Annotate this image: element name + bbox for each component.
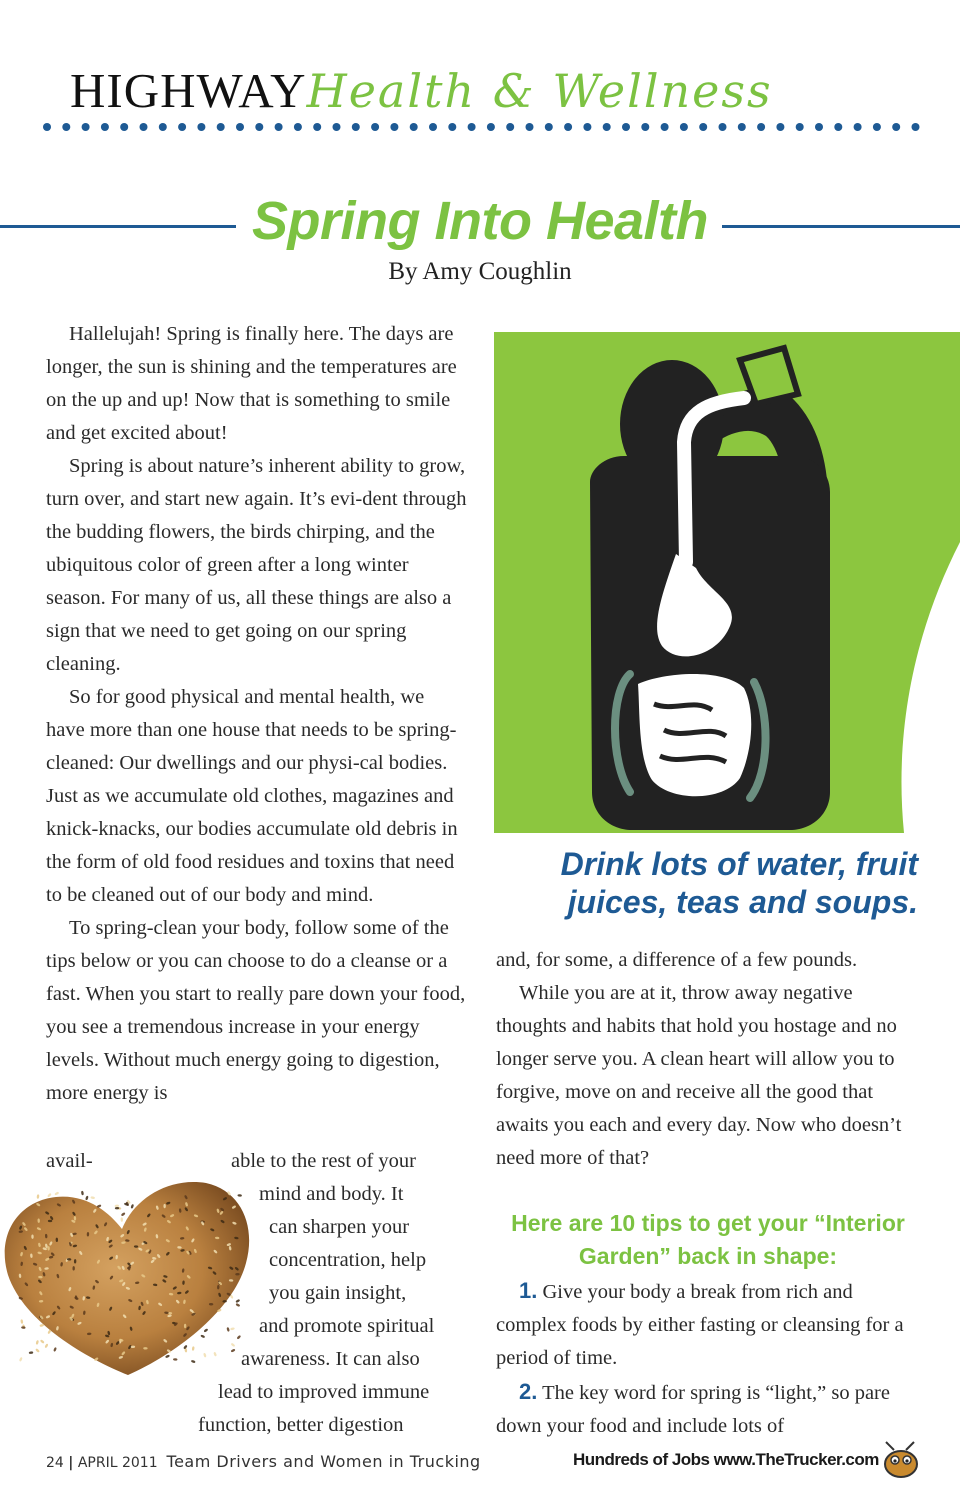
divider-dot — [680, 123, 688, 131]
divider-dot — [564, 123, 572, 131]
bread-seed — [163, 1204, 165, 1208]
divider-dot — [603, 123, 611, 131]
bread-seed — [231, 1349, 236, 1353]
divider-dot — [333, 123, 341, 131]
bug-mascot-icon — [880, 1440, 922, 1480]
wrap-line: concentration, help — [269, 1249, 427, 1271]
bread-seed — [213, 1352, 217, 1357]
divider-dot — [159, 123, 167, 131]
masthead-health-wellness: Health & Wellness — [306, 64, 773, 118]
bread-seed — [121, 1212, 126, 1217]
divider-dot — [834, 123, 842, 131]
footer-separator: | — [68, 1455, 74, 1471]
bread-seed — [203, 1353, 207, 1358]
divider-dot — [487, 123, 495, 131]
article-byline: By Amy Coughlin — [388, 258, 572, 285]
bread-seed — [130, 1204, 134, 1209]
divider-dot — [43, 123, 51, 131]
page-footer — [46, 1452, 481, 1471]
wrap-line: lead to improved immune — [218, 1381, 430, 1403]
divider-dot — [62, 123, 70, 131]
wrap-line: awareness. It can also — [241, 1348, 420, 1370]
tips-list — [496, 1274, 920, 1443]
bread-seed — [115, 1204, 120, 1207]
divider-dot — [313, 123, 321, 131]
bread-seed — [36, 1340, 40, 1345]
illustration-caption: Drink lots of water, fruit juices, teas and soups. — [560, 846, 918, 920]
divider-dot — [140, 123, 148, 131]
divider-dot — [429, 123, 437, 131]
tips-heading: Here are 10 tips to get your “Interior Garden” back in shape: — [511, 1210, 905, 1269]
wrap-line: can sharpen your — [269, 1216, 410, 1238]
bread-seed — [53, 1347, 57, 1352]
divider-dot — [912, 123, 920, 131]
divider-dot — [719, 123, 727, 131]
divider-dot — [738, 123, 746, 131]
bread-seed — [40, 1339, 45, 1344]
bread-seed — [85, 1196, 89, 1201]
page-number: 24 — [46, 1455, 64, 1471]
bread-seed — [165, 1354, 170, 1358]
bread-seed — [184, 1324, 186, 1328]
divider-dot — [622, 123, 630, 131]
tip-item — [496, 1375, 920, 1443]
publication-name: Team Drivers and Women in Trucking — [166, 1452, 481, 1471]
wrap-line: function, better digestion — [198, 1414, 404, 1436]
divider-dot — [892, 123, 900, 131]
paragraph-4: To spring-clean your body, follow some of the tips below or you can choose to do a cleanse or a fast. When you start to really pare down your food, you see a tremendous increase in your energy levels. Without much energy going to digestion, more energy is — [46, 917, 466, 1104]
bread-seed — [230, 1327, 235, 1330]
bread-seed — [35, 1348, 40, 1353]
paragraph-1: Hallelujah! Spring is finally here. The days are longer, the sun is shining and the temperatures are on the up and up! Now that is something to smile and get excited about! — [46, 323, 457, 444]
bread-seed — [231, 1343, 236, 1348]
bread-seed — [237, 1194, 242, 1197]
divider-dot — [583, 123, 591, 131]
divider-dot — [854, 123, 862, 131]
bread-seed — [19, 1357, 23, 1362]
article-title: Spring Into Health — [252, 191, 708, 251]
divider-dot — [757, 123, 765, 131]
right-paragraph-1: and, for some, a difference of a few pounds. — [496, 949, 858, 971]
bread-seed — [235, 1299, 240, 1303]
tip-text: Give your body a break from rich and complex foods by either fasting or cleansing for a period of time. — [496, 1281, 904, 1369]
wrap-line: and promote spiritual — [259, 1315, 435, 1337]
divider-dot — [468, 123, 476, 131]
wrap-line: you gain insight, — [269, 1282, 407, 1304]
bread-seed — [90, 1196, 95, 1199]
bread-seed — [173, 1358, 177, 1360]
divider-dot — [776, 123, 784, 131]
divider-dot — [217, 123, 225, 131]
bread-seed — [192, 1346, 195, 1351]
wrap-line: avail- — [46, 1150, 93, 1172]
bread-seed — [236, 1335, 241, 1340]
dotted-divider — [42, 121, 922, 133]
bread-seed — [29, 1351, 34, 1354]
divider-dot — [197, 123, 205, 131]
paragraph-2: Spring is about nature’s inherent ability to grow, turn over, and start new again. It’s evi-dent through the budding flowers, the birds chirping, and the ubiquitous color of green after a long winter season. For many of us, all these things are also a sign that we need to get going on our spring cleaning. — [46, 455, 467, 675]
divider-dot — [410, 123, 418, 131]
divider-dot — [178, 123, 186, 131]
divider-dot — [294, 123, 302, 131]
right-paragraph-2: While you are at it, throw away negative thoughts and habits that hold you hostage and no longer serve you. A clean heart will allow you to forgive, move on and receive all the good that awaits you each and every day. Now who doesn’t need more of that? — [496, 982, 902, 1169]
tip-number: 1. — [519, 1278, 538, 1303]
divider-dot — [82, 123, 90, 131]
right-column — [496, 944, 920, 1175]
bread-seed — [191, 1360, 196, 1364]
heart-bread-photo — [0, 1163, 260, 1388]
divider-dot — [255, 123, 263, 131]
divider-dot — [506, 123, 514, 131]
divider-dot — [120, 123, 128, 131]
issue-date: APRIL 2011 — [77, 1455, 158, 1471]
bread-seed — [47, 1193, 52, 1198]
bread-seed — [235, 1303, 240, 1307]
bread-seed — [81, 1191, 84, 1196]
divider-dot — [236, 123, 244, 131]
bread-seed — [203, 1328, 208, 1333]
tip-item — [496, 1274, 920, 1375]
bread-seed — [120, 1217, 123, 1222]
bread-seed — [44, 1343, 48, 1348]
bread-seed — [226, 1327, 230, 1332]
bread-seed — [54, 1191, 59, 1195]
divider-dot — [796, 123, 804, 131]
divider-dot — [371, 123, 379, 131]
divider-dot — [275, 123, 283, 131]
divider-dot — [448, 123, 456, 131]
bread-seed — [200, 1334, 205, 1338]
divider-dot — [815, 123, 823, 131]
divider-dot — [101, 123, 109, 131]
paragraph-3: So for good physical and mental health, we have more than one house that needs to be spring-cleaned: Our dwellings and our physi-cal bodies. Just as we accumulate old clothes, magazines and knick-knacks, our bodies accumulate old debris in the form of old food residues and toxins that need to be cleaned out of our body and mind. — [46, 686, 458, 906]
wrap-line: mind and body. It — [259, 1183, 404, 1205]
bread-seed — [21, 1326, 26, 1329]
bread-seed — [48, 1220, 52, 1222]
bread-seed — [37, 1194, 40, 1199]
wrap-line: able to the rest of your — [231, 1150, 417, 1172]
divider-dot — [699, 123, 707, 131]
divider-dot — [661, 123, 669, 131]
divider-dot — [352, 123, 360, 131]
bread-seed — [20, 1319, 23, 1324]
divider-dot — [873, 123, 881, 131]
masthead — [70, 62, 773, 122]
tip-number: 2. — [519, 1379, 538, 1404]
tip-text: The key word for spring is “light,” so pare down your food and include lots of — [496, 1382, 890, 1437]
left-column — [46, 318, 468, 1110]
divider-dot — [390, 123, 398, 131]
divider-dot — [641, 123, 649, 131]
footer-website: Hundreds of Jobs www.TheTrucker.com — [573, 1450, 879, 1469]
drinking-figure-illustration — [494, 332, 960, 833]
divider-dot — [545, 123, 553, 131]
masthead-highway: HIGHWAY — [70, 63, 307, 118]
divider-dot — [526, 123, 534, 131]
